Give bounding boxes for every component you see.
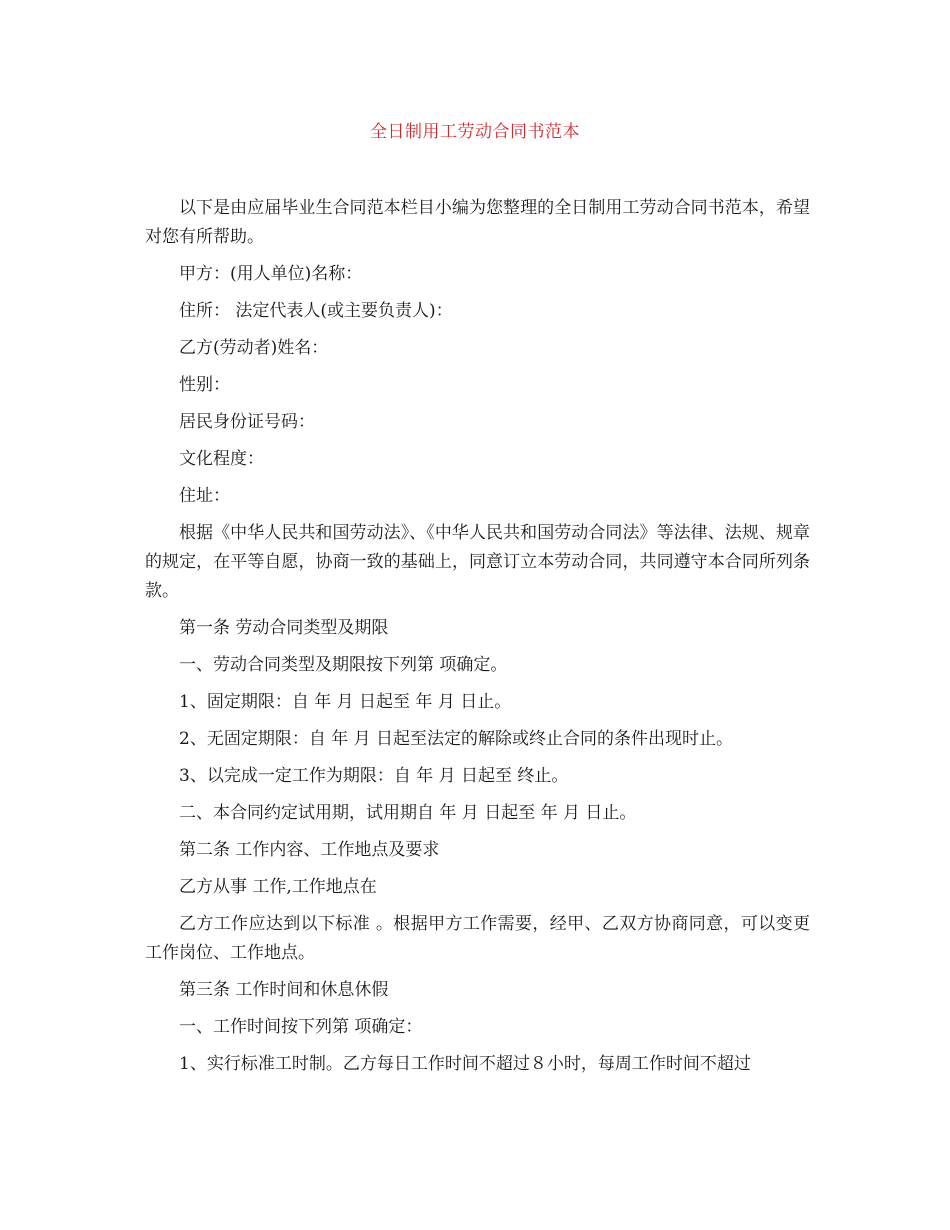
paragraph-party-a-address: 住所： 法定代表人(或主要负责人)：	[179, 301, 453, 321]
paragraph-residence: 住址：	[179, 486, 230, 506]
paragraph-work-location: 乙方从事 工作,工作地点在	[179, 877, 377, 897]
paragraph-party-a-name: 甲方：(用人单位)名称：	[179, 264, 363, 284]
paragraph-gender: 性别：	[179, 375, 230, 395]
paragraph-contract-type: 一、劳动合同类型及期限按下列第 项确定。	[179, 655, 508, 675]
paragraph-task-term: 3、以完成一定工作为期限：自 年 月 日起至 终止。	[179, 766, 569, 786]
paragraph-fixed-term: 1、固定期限：自 年 月 日起至 年 月 日止。	[179, 692, 512, 712]
paragraph-education: 文化程度：	[179, 449, 264, 469]
paragraph-open-term: 2、无固定期限：自 年 月 日起至法定的解除或终止合同的条件出现时止。	[179, 729, 734, 749]
article-2-heading: 第二条 工作内容、工作地点及要求	[179, 840, 440, 860]
paragraph-party-b-name: 乙方(劳动者)姓名：	[179, 338, 329, 358]
paragraph-legal-basis: 根据《中华人民共和国劳动法》、《中华人民共和国劳动合同法》等法律、法规、规章的规定，在平等自愿，协商一致的基础上，同意订立本劳动合同，共同遵守本合同所列条款。	[145, 523, 810, 601]
article-3-heading: 第三条 工作时间和休息休假	[179, 980, 389, 1000]
paragraph-work-standard: 乙方工作应达到以下标准 。根据甲方工作需要，经甲、乙双方协商同意，可以变更工作岗位、工作地点。	[145, 914, 810, 963]
paragraph-intro: 以下是由应届毕业生合同范本栏目小编为您整理的全日制用工劳动合同书范本，希望对您有所帮助。	[145, 198, 810, 247]
paragraph-probation: 二、本合同约定试用期，试用期自 年 月 日起至 年 月 日止。	[179, 803, 637, 823]
paragraph-standard-hours: 1、实行标准工时制。乙方每日工作时间不超过８小时，每周工作时间不超过	[179, 1054, 751, 1074]
document-title: 全日制用工劳动合同书范本	[370, 122, 580, 142]
document-body	[145, 194, 810, 1087]
paragraph-working-hours: 一、工作时间按下列第 项确定：	[179, 1017, 423, 1037]
paragraph-id-number: 居民身份证号码：	[179, 412, 315, 432]
article-1-heading: 第一条 劳动合同类型及期限	[179, 618, 389, 638]
